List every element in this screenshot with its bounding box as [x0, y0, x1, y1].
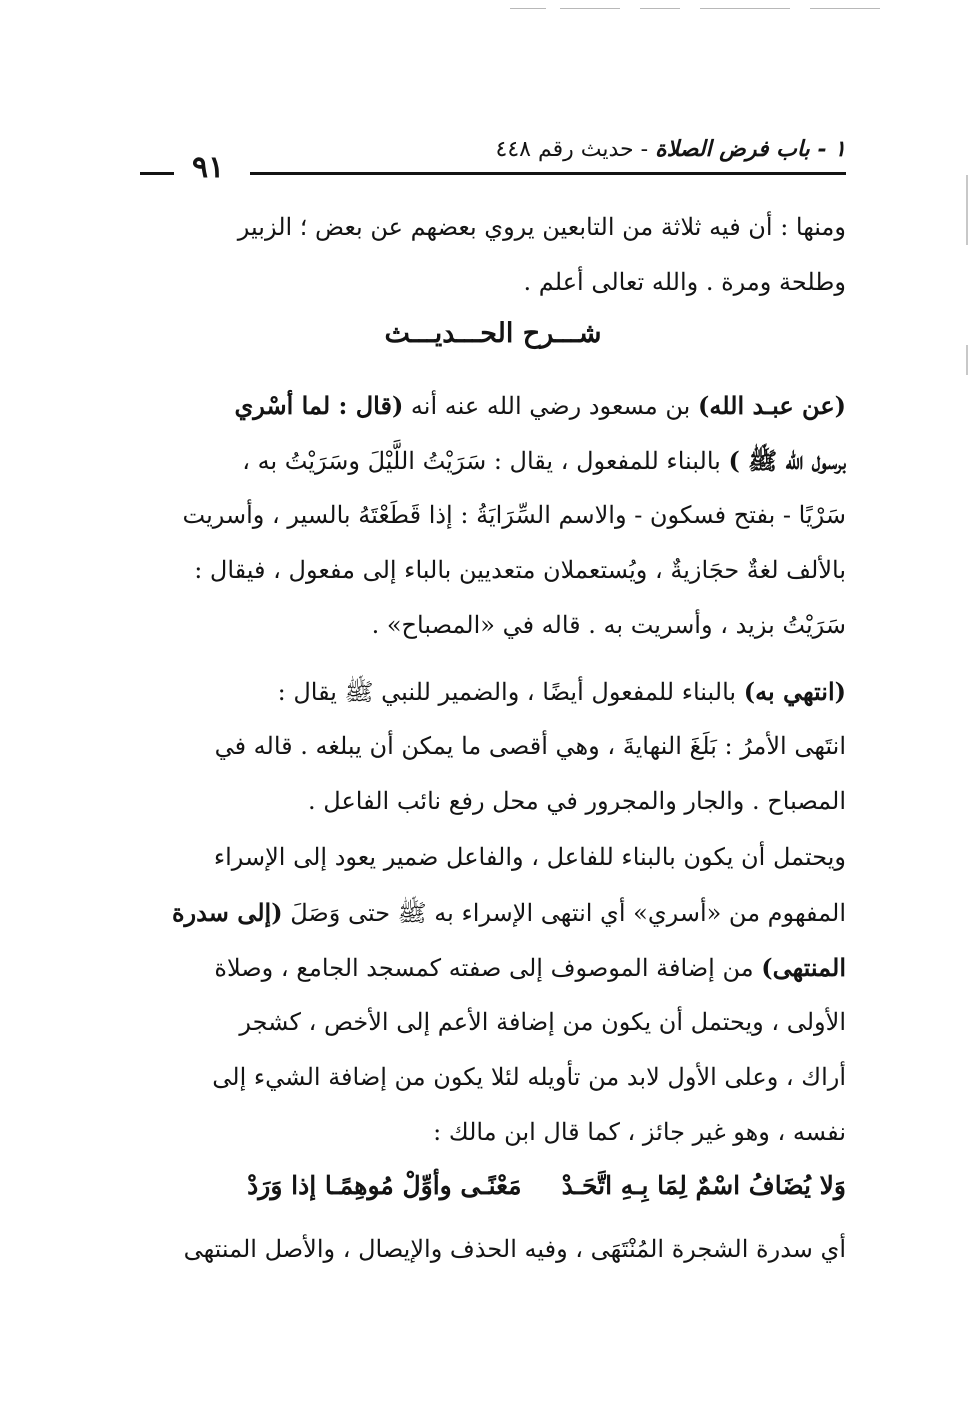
verse-hemistich-first: وَلا يُضَافُ اسْمٌ لِمَا بِـهِ اتَّحَـدْ	[561, 1171, 846, 1200]
text-line	[140, 664, 846, 719]
scan-edge-mark-1	[966, 175, 968, 245]
scan-mark-top-3	[640, 8, 680, 9]
paragraph-explanation-3	[140, 830, 846, 1160]
text-line	[140, 885, 846, 940]
running-head-title	[496, 136, 846, 162]
scan-mark-top-4	[700, 8, 790, 9]
text-line: ويحتمل أن يكون بالبناء للفاعل ، والفاعل ضمير يعود إلى الإسراء	[213, 843, 846, 871]
scan-mark-top-2	[560, 8, 620, 9]
page-number: ٩١	[192, 150, 225, 185]
paragraph-explanation-1	[140, 378, 846, 653]
quoted-text: (قال : لما أسْري	[234, 391, 404, 420]
text-line	[140, 433, 846, 488]
quoted-text: (إلى سدرة	[171, 898, 283, 927]
text-line: وطلحة ومرة . والله تعالى أعلم .	[523, 268, 846, 296]
text-line: سَرَيْتُ بزيد ، وأسريت به . قاله في «المصباح» .	[371, 611, 846, 639]
poetry-verse	[140, 1158, 846, 1213]
text-line: المصباح . والجار والمجرور في محل رفع نائب الفاعل .	[308, 787, 846, 815]
text-line	[140, 940, 846, 995]
quoted-text: برسول الله ﷺ )	[728, 446, 846, 475]
paragraph-explanation-4	[140, 1222, 846, 1277]
hadith-reference: - حديث رقم ٤٤٨	[495, 137, 649, 162]
text-line: نفسه ، وهو غير جائز ، كما قال ابن مالك :	[433, 1118, 846, 1146]
text-line: سَرْيًا - بفتح فسكون - والاسم السِّرَايَةُ : إذا قَطَعْتَهُ بالسير ، وأسريت	[182, 501, 846, 529]
header-rule-long	[250, 172, 846, 175]
section-heading: شـــرح الحـــديـــث	[384, 318, 602, 349]
intro-paragraph	[140, 200, 846, 310]
scan-mark-top-1	[510, 8, 546, 9]
scan-edge-mark-2	[966, 345, 968, 375]
text-line: بالألف لغةٌ حجَازيةٌ ، ويُستعملان متعديين بالباء إلى مفعول ، فيقال :	[194, 556, 846, 584]
commentary-text: بالبناء للمفعول ، يقال : سَرَيْتُ اللَّيْلَ وسَرَيْتُ به ،	[242, 447, 729, 475]
header-rule-short	[140, 172, 174, 175]
text-line: الأولى ، ويحتمل أن يكون من إضافة الأعم إلى الأخص ، كشجر	[239, 1008, 846, 1036]
text-line: ومنها : أن فيه ثلاثة من التابعين يروي بعضهم عن بعض ؛ الزبير	[237, 213, 846, 241]
quoted-text: (انتهي به)	[743, 677, 846, 706]
commentary-text: بالبناء للمفعول أيضًا ، والضمير للنبي ﷺ يقال :	[277, 678, 744, 706]
paragraph-explanation-2	[140, 664, 846, 829]
text-line: أراك ، وعلى الأول لابد من تأويله لئلا يكون من إضافة الشيء إلى	[212, 1063, 846, 1091]
verse-hemistich-second: مَعْنًـى وأوِّلْ مُوهِمًـا إذا وَرَدْ	[247, 1171, 522, 1200]
commentary-text: المفهوم من «أسري» أي انتهى الإسراء به ﷺ حتى وَصَلَ	[282, 899, 846, 927]
chapter-title: ١ - باب فرض الصلاة	[655, 136, 846, 162]
quoted-text: المنتهى)	[761, 953, 846, 982]
quoted-text: (عن عبـد الله)	[698, 391, 846, 420]
commentary-text: من إضافة الموصوف إلى صفته كمسجد الجامع ، وصلاة	[214, 954, 762, 982]
text-line: أي سدرة الشجرة المُنْتَهَى ، وفيه الحذف والإيصال ، والأصل المنتهى	[183, 1235, 846, 1263]
text-line	[140, 378, 846, 433]
commentary-text: بن مسعود رضي الله عنه أنه	[403, 392, 698, 420]
running-head	[140, 128, 846, 198]
text-line: انتَهى الأمرُ : بَلَغَ النهايةَ ، وهي أقصى ما يمكن أن يبلغه . قاله في	[214, 732, 846, 760]
scan-mark-top-5	[810, 8, 880, 9]
